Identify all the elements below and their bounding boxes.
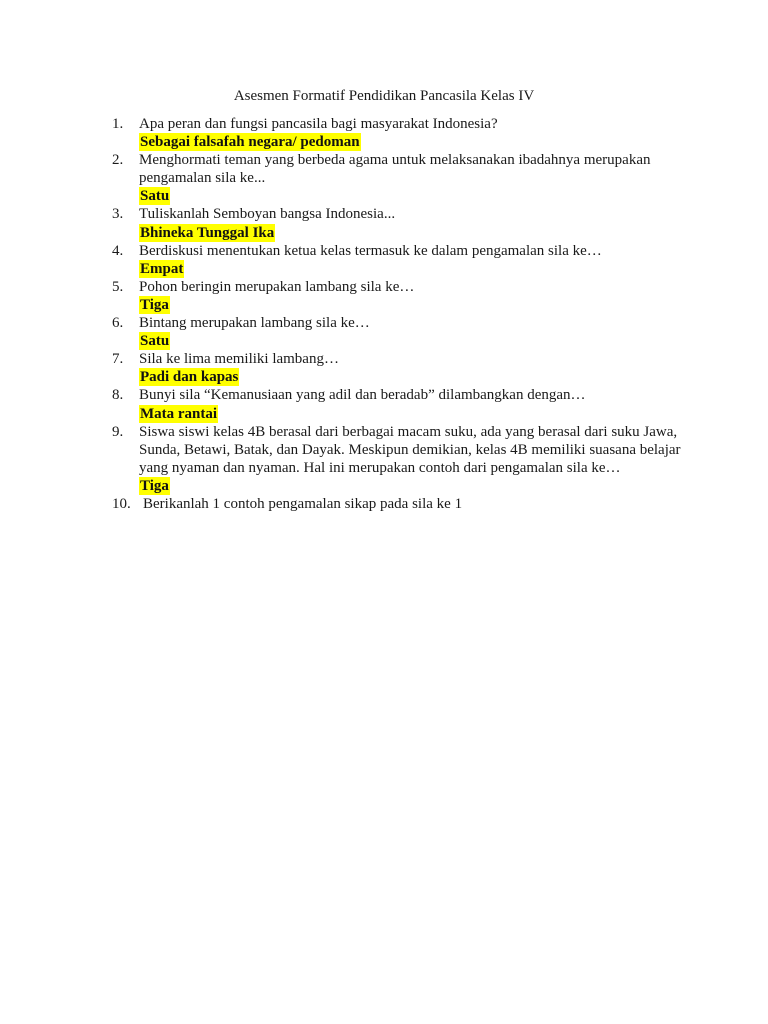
question-text: Berdiskusi menentukan ketua kelas termasuk ke dalam pengamalan sila ke… [139,242,602,259]
question-item [112,386,692,422]
question-text: Tuliskanlah Semboyan bangsa Indonesia... [139,206,396,223]
question-number: 8. [112,387,124,404]
answer-highlight: Sebagai falsafah negara/ pedoman [140,134,360,151]
answer-highlight: Tiga [140,296,169,313]
question-number: 10. [112,495,131,512]
question-item [112,314,692,350]
answer-highlight: Mata rantai [140,405,218,422]
question-number: 9. [112,423,124,440]
question-item [112,278,692,314]
question-number: 2. [112,152,124,169]
document-title: Asesmen Formatif Pendidikan Pancasila Kelas IV [233,88,535,104]
question-text: Siswa siswi kelas 4B berasal dari berbagai macam suku, ada yang berasal dari suku Jawa, Sunda, Betawi, Batak, dan Dayak. Meskipun demikian, kelas 4B memiliki suasana belajar yang nyaman dan nyaman. Hal ini merupakan contoh dari pengamalan sila ke… [139,423,681,476]
answer-highlight: Bhineka Tunggal Ika [140,224,275,241]
answer-highlight: Empat [140,260,184,277]
question-text: Pohon beringin merupakan lambang sila ke… [139,278,415,295]
question-item [112,115,692,151]
question-number: 1. [112,116,124,132]
question-text: Bunyi sila “Kemanusiaan yang adil dan beradab” dilambangkan dengan… [139,387,586,404]
question-text: Apa peran dan fungsi pancasila bagi masyarakat Indonesia? [139,116,498,132]
question-number: 3. [112,206,124,223]
question-number: 5. [112,278,124,295]
answer-highlight: Tiga [140,477,169,494]
question-number: 6. [112,315,124,332]
question-text: Menghormati teman yang berbeda agama untuk melaksanakan ibadahnya merupakan pengamalan sila ke... [139,152,651,187]
question-item [112,242,692,278]
answer-highlight: Satu [140,188,170,205]
question-list [112,115,692,513]
question-text: Berikanlah 1 contoh pengamalan sikap pada sila ke 1 [143,495,463,512]
question-item [112,350,692,386]
answer-highlight: Padi dan kapas [140,369,239,386]
question-number: 4. [112,242,124,259]
question-item [112,495,692,513]
question-text: Bintang merupakan lambang sila ke… [139,315,370,332]
question-item [112,151,692,205]
question-item [112,423,692,495]
question-item [112,205,692,241]
question-number: 7. [112,351,124,368]
answer-highlight: Satu [140,333,170,350]
question-text: Sila ke lima memiliki lambang… [139,351,339,368]
